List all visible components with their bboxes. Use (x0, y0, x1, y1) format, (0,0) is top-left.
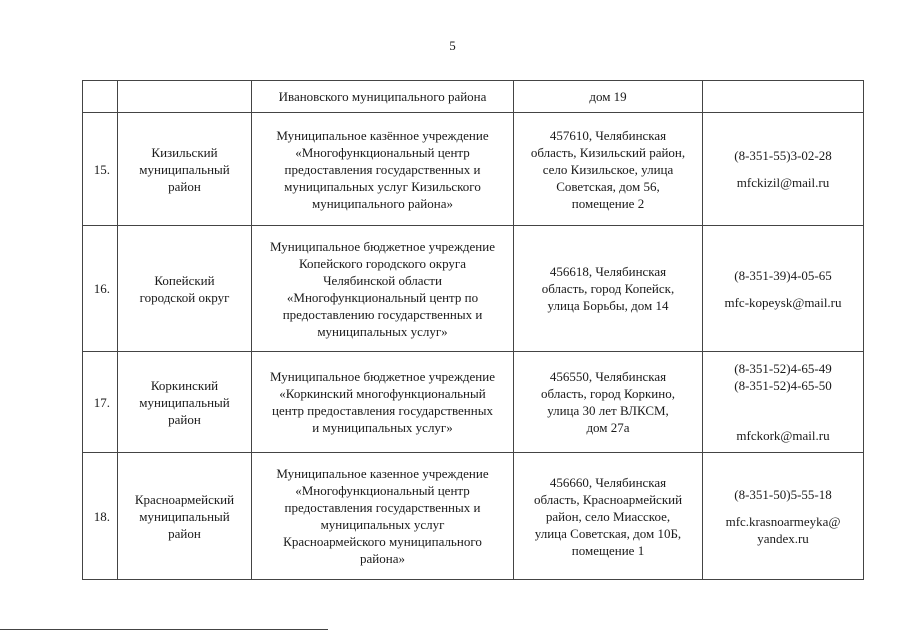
address-line: 456550, Челябинская (549, 369, 667, 384)
institution-line: предоставления государственных и (284, 161, 481, 177)
institution-line: Муниципальное бюджетное учреждение (270, 369, 495, 384)
institution-cell (252, 352, 514, 453)
municipality-cell (118, 453, 252, 580)
municipality-line: муниципальный (139, 508, 230, 524)
institution-line: Муниципальное казенное учреждение (276, 466, 489, 481)
address-line: область, Красноармейский (533, 491, 683, 507)
address-cell (514, 81, 703, 113)
municipality-line: муниципальный (139, 161, 230, 177)
email-address: yandex.ru (757, 530, 809, 546)
email-address: mfc.krasnoarmeyka@ (725, 513, 841, 529)
phone-number: (8-351-39)4-05-65 (734, 267, 832, 283)
address-line: улица 30 лет ВЛКСМ, (547, 403, 669, 418)
contact-cell (703, 453, 864, 580)
address-cell (514, 453, 703, 580)
contact-cell (703, 226, 864, 352)
contact-cell (703, 113, 864, 226)
institution-line: «Коркинский многофункциональный (279, 386, 486, 401)
institution-line: Красноармейского муниципального (283, 534, 482, 549)
address-line: 457610, Челябинская (549, 127, 667, 143)
address-line: дом 27а (586, 420, 630, 435)
contact-cell (703, 81, 864, 113)
table-row (83, 453, 864, 580)
row-number: 15. (83, 113, 118, 226)
institution-line: и муниципальных услуг» (312, 420, 453, 435)
institution-line: муниципального района» (312, 195, 453, 211)
municipality-cell (118, 113, 252, 226)
address-line: Советская, дом 56, (556, 178, 660, 194)
address-line: область, Кизильский район, (530, 144, 686, 160)
institution-line: предоставления государственных и (284, 500, 481, 515)
phone-number: (8-351-55)3-02-28 (734, 148, 832, 163)
table-row (83, 352, 864, 453)
institution-line: муниципальных услуг» (317, 323, 448, 339)
address-cell (514, 352, 703, 453)
address-cell (514, 226, 703, 352)
email-address: mfckizil@mail.ru (736, 175, 830, 190)
address-line: область, город Коркино, (541, 386, 675, 401)
institution-line: Муниципальное казённое учреждение (276, 127, 489, 143)
institution-line: предоставлению государственных и (282, 306, 483, 322)
municipality-cell (118, 352, 252, 453)
address-cell (514, 113, 703, 226)
institution-line: Челябинской области (323, 272, 442, 288)
table-row (83, 113, 864, 226)
institution-cell (252, 226, 514, 352)
address-line: дом 19 (589, 89, 627, 104)
municipality-line: городской округ (139, 289, 230, 305)
row-number: 16. (83, 226, 118, 352)
municipality-line: муниципальный (139, 394, 230, 410)
contact-cell (703, 352, 864, 453)
address-line: 456660, Челябинская (549, 474, 667, 490)
email-address: mfckork@mail.ru (736, 428, 830, 443)
municipality-line: район (168, 411, 201, 427)
address-line: улица Борьбы, дом 14 (547, 298, 669, 313)
row-number (83, 81, 118, 113)
institution-line: «Многофункциональный центр (295, 144, 470, 160)
institution-line: муниципальных услуг (320, 517, 445, 532)
address-line: улица Советская, дом 10Б, (534, 525, 682, 541)
institution-line: Ивановского муниципального района (278, 89, 487, 104)
footnote-rule (0, 629, 328, 630)
row-number: 18. (83, 453, 118, 580)
table-row (83, 226, 864, 352)
institution-line: «Многофункциональный центр по (286, 289, 479, 305)
mfc-registry-table (82, 80, 864, 580)
phone-number: (8-351-52)4-65-50 (734, 378, 832, 393)
municipality-line: Коркинский (150, 377, 219, 393)
table-row (83, 81, 864, 113)
municipality-line: Кизильский (151, 144, 218, 160)
municipality-cell (118, 81, 252, 113)
municipality-line: Красноармейский (134, 491, 235, 507)
institution-cell (252, 453, 514, 580)
institution-line: Копейского городского округа (298, 255, 467, 271)
institution-line: центр предоставления государственных (272, 403, 493, 418)
address-line: район, село Миасское, (545, 508, 671, 524)
address-line: помещение 1 (571, 542, 645, 558)
email-address: mfc-kopeysk@mail.ru (724, 294, 842, 310)
municipality-line: район (168, 525, 201, 541)
institution-line: муниципальных услуг Кизильского (284, 178, 481, 194)
address-line: село Кизильское, улица (542, 161, 674, 177)
address-line: область, город Копейск, (541, 281, 675, 296)
address-line: помещение 2 (571, 195, 645, 211)
phone-number: (8-351-52)4-65-49 (734, 361, 832, 376)
institution-cell (252, 81, 514, 113)
row-number: 17. (83, 352, 118, 453)
institution-cell (252, 113, 514, 226)
page-number: 5 (449, 38, 456, 53)
address-line: 456618, Челябинская (549, 264, 667, 279)
phone-number: (8-351-50)5-55-18 (734, 486, 832, 502)
institution-line: «Многофункциональный центр (295, 483, 470, 498)
institution-line: района» (360, 551, 405, 566)
institution-line: Муниципальное бюджетное учреждение (270, 238, 495, 254)
municipality-cell (118, 226, 252, 352)
municipality-line: район (168, 178, 201, 194)
municipality-line: Копейский (154, 272, 215, 288)
